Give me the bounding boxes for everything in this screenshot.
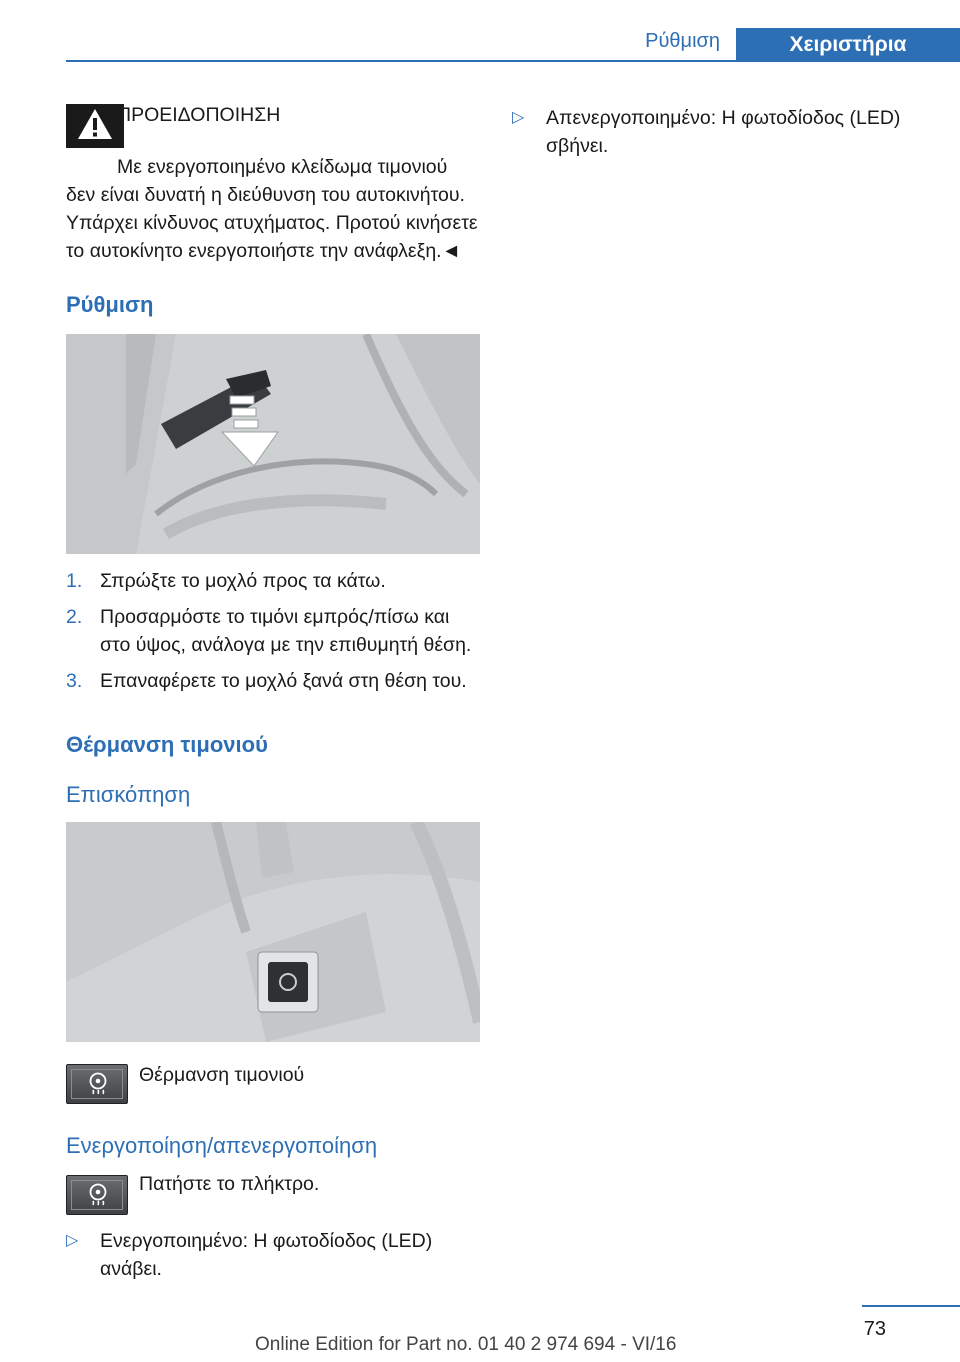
steering-heat-icon — [87, 1183, 109, 1207]
toggle-heading: Ενεργοποίηση/απενεργοποίηση — [66, 1133, 378, 1158]
step-number: 1. — [66, 570, 83, 592]
heating-heading: Θέρμανση τιμονιού — [66, 732, 268, 757]
list-item — [66, 603, 480, 659]
triangle-bullet-icon: ▷ — [512, 109, 525, 126]
warning-text: Με ενεργοποιημένο κλείδωμα τιμονιού δεν είναι δυνατή η διεύθυνση του αυτοκινήτου. Υπάρχει κίνδυνος ατυχήματος. Προτού κινήσετε το αυτοκίνητο ενεργοποιήστε την ανάφλεξη.◄ — [66, 155, 478, 262]
warning-icon — [66, 104, 124, 148]
list-item — [66, 667, 480, 695]
press-text: Πατήστε το πλήκτρο. — [139, 1173, 320, 1195]
page-header — [66, 28, 960, 62]
footer-rule — [862, 1305, 960, 1307]
step-text: Σπρώξτε το μοχλό προς τα κάτω. — [100, 570, 386, 592]
step-text: Επαναφέρετε το μοχλό ξανά στη θέση του. — [100, 670, 467, 692]
step-text: Προσαρμόστε το τιμόνι εμπρός/πίσω και στο ύψος, ανάλογα με την επιθυμητή θέση. — [100, 606, 472, 656]
header-section: Ρύθμιση — [645, 30, 720, 52]
footer-edition: Online Edition for Part no. 01 40 2 974 694 - VI/16 — [255, 1334, 677, 1355]
adjust-heading: Ρύθμιση — [66, 292, 154, 317]
heating-button-image — [66, 1064, 128, 1104]
adjust-steps — [66, 567, 480, 703]
page-number: 73 — [863, 1318, 886, 1340]
header-chapter-tab: Χειριστήρια — [736, 28, 960, 62]
overview-heading: Επισκόπηση — [66, 782, 191, 807]
heating-button-image-2 — [66, 1175, 128, 1215]
bullet-on — [66, 1227, 480, 1283]
triangle-bullet-icon: ▷ — [66, 1232, 79, 1249]
bullet-off-text: Απενεργοποιημένο: Η φωτοδίοδος (LED) σβήνει. — [546, 107, 901, 157]
bullet-off — [512, 104, 946, 160]
steering-heat-icon — [87, 1072, 109, 1096]
heating-button-caption: Θέρμανση τιμονιού — [139, 1064, 305, 1086]
lever-illustration — [66, 334, 480, 554]
header-rule — [66, 60, 960, 62]
bullet-on-text: Ενεργοποιημένο: Η φωτοδίοδος (LED) ανάβει. — [100, 1230, 433, 1280]
lever-photo — [66, 334, 480, 554]
step-number: 2. — [66, 606, 83, 628]
step-number: 3. — [66, 670, 83, 692]
heating-illustration — [66, 822, 480, 1042]
list-item — [66, 567, 480, 595]
heating-button-photo — [66, 822, 480, 1042]
warning-title: ΠΡΟΕΙΔΟΠΟΙΗΣΗ — [117, 104, 281, 126]
